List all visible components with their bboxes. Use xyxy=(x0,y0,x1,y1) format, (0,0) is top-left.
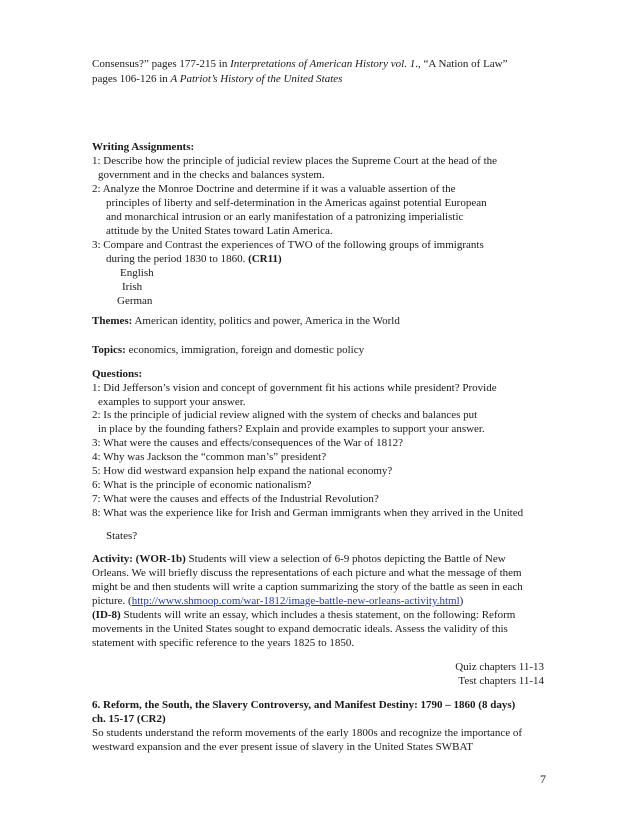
intro-text: Consensus?” pages 177-215 in xyxy=(92,58,231,70)
activity-text: ) xyxy=(459,595,464,607)
activity-text: Students will view a selection of 6-9 photos depicting the Battle of New xyxy=(185,553,506,565)
themes-line xyxy=(92,314,400,328)
writing-line: 2: Analyze the Monroe Doctrine and determine if it was a valuable assertion of the xyxy=(92,183,456,195)
id-line: movements in the United States sought to expand democratic ideals. Assess the validity of this xyxy=(92,623,508,635)
question-line: 5: How did westward expansion help expand the national economy? xyxy=(92,465,393,477)
activity-line xyxy=(92,552,506,566)
topics-text: economics, immigration, foreign and domestic policy xyxy=(125,344,365,356)
writing-line: government and in the checks and balances system. xyxy=(98,169,325,181)
writing-line: attitude by the United States toward Latin America. xyxy=(106,225,333,237)
intro-line-1 xyxy=(92,57,508,71)
page-number: 7 xyxy=(540,772,546,786)
activity-line xyxy=(92,594,463,608)
question-line: 2: Is the principle of judicial review aligned with the system of checks and balances put xyxy=(92,409,478,421)
immigrant-group: German xyxy=(117,295,153,307)
quiz-line: Quiz chapters 11-13 xyxy=(455,661,544,673)
question-line: 6: What is the principle of economic nationalism? xyxy=(92,479,312,491)
test-line: Test chapters 11-14 xyxy=(458,675,544,687)
question-line: 7: What were the causes and effects of the Industrial Revolution? xyxy=(92,493,379,505)
question-line: examples to support your answer. xyxy=(98,396,246,408)
writing-line: principles of liberty and self-determination in the Americas against potential European xyxy=(106,197,487,209)
question-line: 1: Did Jefferson’s vision and concept of government fit his actions while president? Provide xyxy=(92,382,497,394)
activity-text: picture. ( xyxy=(92,595,132,607)
immigrant-group: English xyxy=(120,267,154,279)
immigrant-group: Irish xyxy=(122,281,143,293)
intro-text: pages 106-126 in xyxy=(92,73,171,85)
writing-line: and monarchical intrusion or an early manifestation of a patronizing imperialistic xyxy=(106,211,464,223)
writing-heading: Writing Assignments: xyxy=(92,141,195,153)
themes-text: American identity, politics and power, America in the World xyxy=(132,315,400,327)
intro-text: ., “A Nation of Law” xyxy=(415,58,508,70)
topics-line xyxy=(92,343,364,357)
id-text: Students will write an essay, which includes a thesis statement, on the following: Reform xyxy=(120,609,516,621)
question-line: States? xyxy=(106,530,138,542)
id-label: (ID-8) xyxy=(92,609,121,621)
topics-label: Topics: xyxy=(92,344,126,356)
question-line: 8: What was the experience like for Irish and German immigrants when they arrived in the United xyxy=(92,507,524,519)
unit-line: westward expansion and the ever present issue of slavery in the United States SWBAT xyxy=(92,741,473,753)
activity-line: might be and then students will write a caption summarizing the story of the battle as seen in each xyxy=(92,581,523,593)
unit-title: 6. Reform, the South, the Slavery Controversy, and Manifest Destiny: 1790 – 1860 (8 days) xyxy=(92,699,516,711)
id-line: statement with specific reference to the years 1825 to 1850. xyxy=(92,637,355,649)
activity-label: Activity: (WOR-1b) xyxy=(92,553,186,565)
unit-chapters: ch. 15-17 (CR2) xyxy=(92,713,166,725)
themes-label: Themes: xyxy=(92,315,133,327)
book-title: Interpretations of American History vol. 1 xyxy=(230,58,416,70)
writing-line: 3: Compare and Contrast the experiences of TWO of the following groups of immigrants xyxy=(92,239,484,251)
question-line: 3: What were the causes and effects/consequences of the War of 1812? xyxy=(92,437,403,449)
activity-link[interactable]: http://www.shmoop.com/war-1812/image-battle-new-orleans-activity.html xyxy=(131,595,460,607)
unit-line: So students understand the reform movements of the early 1800s and recognize the importance of xyxy=(92,727,523,739)
question-line: 4: Why was Jackson the “common man’s” president? xyxy=(92,451,327,463)
cr-tag: (CR11) xyxy=(248,253,282,265)
writing-line-last xyxy=(106,252,282,266)
intro-line-2 xyxy=(92,72,342,86)
book-title: A Patriot’s History of the United States xyxy=(170,73,343,85)
id-line xyxy=(92,608,515,622)
questions-heading: Questions: xyxy=(92,368,143,380)
writing-text: during the period 1830 to 1860. xyxy=(106,253,249,265)
question-line: in place by the founding fathers? Explain and provide examples to support your answer. xyxy=(98,423,485,435)
activity-line: Orleans. We will briefly discuss the representations of each picture and what the message of them xyxy=(92,567,522,579)
writing-line: 1: Describe how the principle of judicial review places the Supreme Court at the head of the xyxy=(92,155,498,167)
